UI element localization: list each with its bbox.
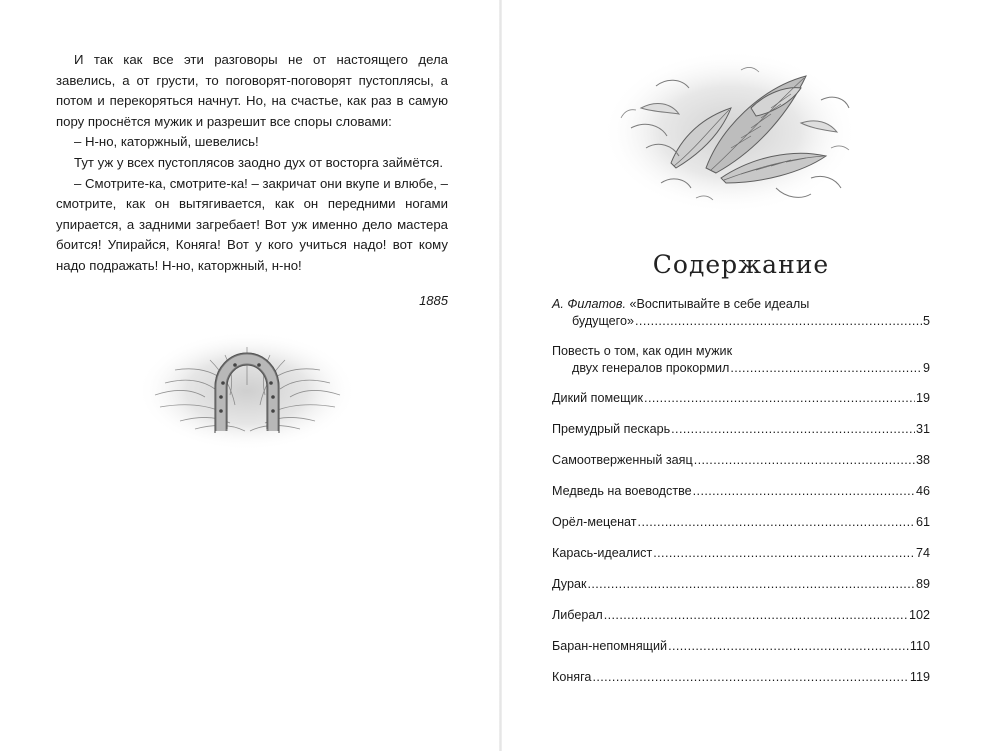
paragraph: – Смотрите-ка, смотрите-ка! – закричат они вкупе и влюбе, – смотрите, как он вытягивается, как он передними ногами упирается, а задними загребает! Вот уж именно дело мастера боится! Упирайся, Коняга! Вот у кого учиться надо! вот кому надо подражать! Н-но, каторжный, н-но! bbox=[56, 175, 448, 273]
toc-page-number: 19 bbox=[915, 391, 930, 405]
toc-entry[interactable] bbox=[552, 514, 930, 531]
toc-entry-title: Дурак bbox=[552, 577, 587, 591]
paragraph: – Н-но, каторжный, шевелись! bbox=[74, 134, 259, 150]
toc-entry-title: Карась-идеалист bbox=[552, 546, 653, 560]
toc-leader-dots bbox=[653, 545, 915, 562]
toc-entry-title: Орёл-меценат bbox=[552, 515, 637, 529]
toc-entry-author: А. Филатов. bbox=[552, 297, 626, 311]
toc-leader-dots bbox=[730, 360, 922, 377]
left-page-text bbox=[56, 50, 448, 277]
toc-entry[interactable] bbox=[552, 296, 930, 330]
toc-page-number: 119 bbox=[909, 670, 930, 684]
toc-entry-title-cont: будущего» bbox=[572, 314, 635, 328]
toc-entry[interactable] bbox=[552, 638, 930, 655]
toc-page-number: 38 bbox=[915, 453, 930, 467]
table-of-contents bbox=[552, 296, 930, 700]
toc-entry-title: Премудрый пескарь bbox=[552, 422, 671, 436]
toc-page-number: 89 bbox=[915, 577, 930, 591]
toc-page-number: 102 bbox=[908, 608, 930, 622]
year-of-writing: 1885 bbox=[419, 293, 448, 308]
toc-page-number: 61 bbox=[915, 515, 930, 529]
toc-page-number: 74 bbox=[915, 546, 930, 560]
toc-entry-title: Дикий помещик bbox=[552, 391, 644, 405]
toc-leader-dots bbox=[693, 483, 915, 500]
toc-entry[interactable] bbox=[552, 483, 930, 500]
toc-leader-dots bbox=[694, 452, 915, 469]
toc-entry[interactable] bbox=[552, 421, 930, 438]
toc-entry[interactable] bbox=[552, 669, 930, 686]
page-gutter bbox=[499, 0, 502, 751]
toc-leader-dots bbox=[592, 669, 908, 686]
toc-entry[interactable] bbox=[552, 390, 930, 407]
toc-entry-title: Коняга bbox=[552, 670, 592, 684]
toc-leader-dots bbox=[635, 313, 922, 330]
paragraph: Тут уж у всех пустоплясов заодно дух от восторга займётся. bbox=[74, 154, 443, 170]
toc-entry[interactable] bbox=[552, 607, 930, 624]
toc-entry-title: Самоотверженный заяц bbox=[552, 453, 693, 467]
toc-entry[interactable] bbox=[552, 343, 930, 377]
toc-leader-dots bbox=[587, 576, 915, 593]
toc-entry[interactable] bbox=[552, 452, 930, 469]
horseshoe-in-grass-icon bbox=[135, 325, 360, 455]
toc-page-number: 110 bbox=[909, 639, 930, 653]
feathers-icon bbox=[601, 48, 859, 216]
toc-entry[interactable] bbox=[552, 576, 930, 593]
toc-leader-dots bbox=[668, 638, 909, 655]
toc-leader-dots bbox=[604, 607, 908, 624]
toc-page-number: 46 bbox=[915, 484, 930, 498]
toc-entry[interactable] bbox=[552, 545, 930, 562]
toc-leader-dots bbox=[638, 514, 915, 531]
toc-entry-title: «Воспитывайте в себе идеалы bbox=[629, 297, 810, 311]
toc-leader-dots bbox=[644, 390, 915, 407]
paragraph: И так как все эти разговоры не от настоящего дела завелись, а от грусти, то поговорят-поговорят пустоплясы, а потом и перекоряться начнут. Но, на счастье, как раз в самую пору проснётся мужик и разрешит все споры словами: bbox=[56, 52, 448, 129]
toc-page-number: 31 bbox=[915, 422, 930, 436]
toc-title: Содержание bbox=[652, 250, 830, 279]
toc-page-number: 9 bbox=[922, 361, 930, 375]
toc-entry-title: Повесть о том, как один мужик bbox=[552, 344, 733, 358]
toc-leader-dots bbox=[671, 421, 915, 438]
toc-entry-title: Медведь на воеводстве bbox=[552, 484, 692, 498]
toc-entry-title-cont: двух генералов прокормил bbox=[572, 361, 730, 375]
toc-page-number: 5 bbox=[922, 314, 930, 328]
toc-entry-title: Либерал bbox=[552, 608, 603, 622]
toc-entry-title: Баран-непомнящий bbox=[552, 639, 668, 653]
